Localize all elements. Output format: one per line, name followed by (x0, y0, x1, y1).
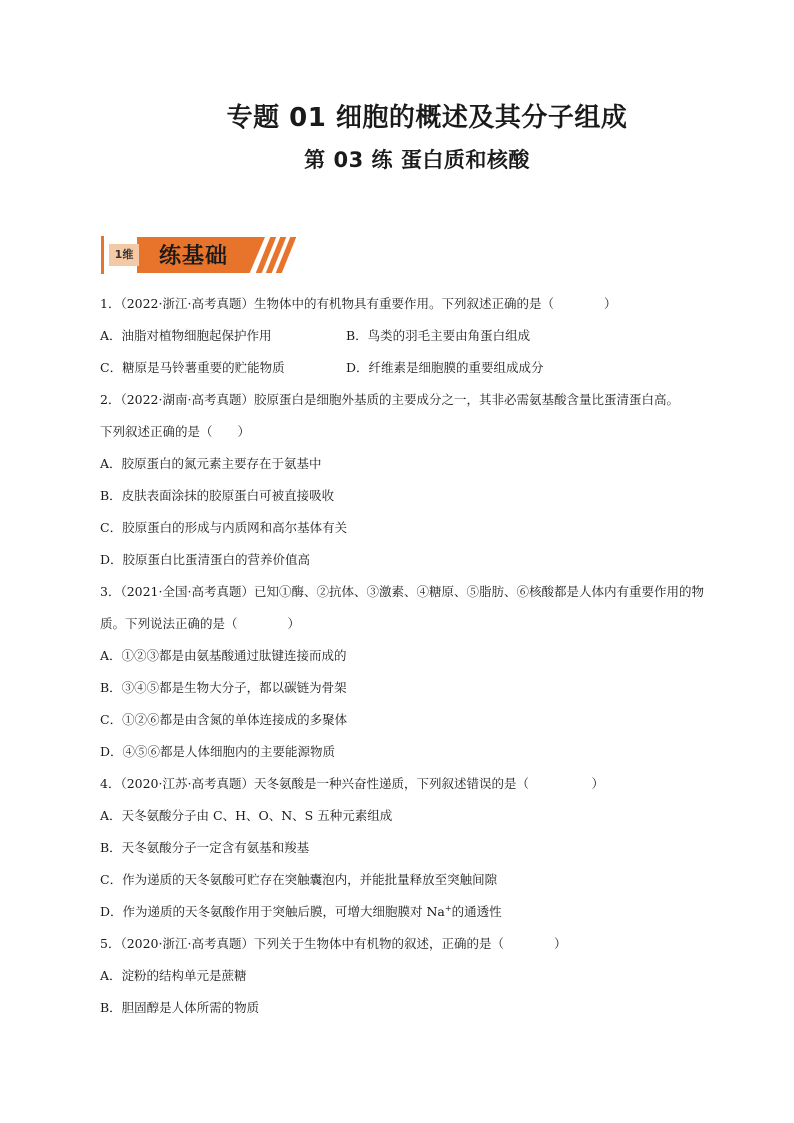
option-a: A．胶原蛋白的氮元素主要存在于氨基中 (100, 456, 322, 471)
option-d: D．④⑤⑥都是人体细胞内的主要能源物质 (100, 744, 336, 759)
option-b: B．胆固醇是人体所需的物质 (100, 1000, 260, 1015)
option-row (100, 320, 740, 352)
option-b: B．天冬氨酸分子一定含有氨基和羧基 (100, 840, 310, 855)
option-a: A．油脂对植物细胞起保护作用 (100, 328, 272, 343)
question-stem: 2．（2022·湖南·高考真题）胶原蛋白是细胞外基质的主要成分之一，其非必需氨基酸含量比蛋清蛋白高。 (100, 392, 679, 407)
option-a: A．天冬氨酸分子由 C、H、O、N、S 五种元素组成 (100, 808, 393, 823)
question-stem: 4．（2020·江苏·高考真题）天冬氨酸是一种兴奋性递质，下列叙述错误的是（ ） (100, 776, 604, 791)
option-row (100, 352, 740, 384)
option-d (100, 896, 740, 928)
option-c: C．作为递质的天冬氨酸可贮存在突触囊泡内，并能批量释放至突触间隙 (100, 872, 498, 887)
section-tag: 1维 (109, 244, 139, 266)
question-stem-continued: 下列叙述正确的是（ ） (100, 424, 251, 439)
option-b: B．③④⑤都是生物大分子，都以碳链为骨架 (100, 680, 347, 695)
page-subtitle: 第 03 练 蛋白质和核酸 (304, 148, 530, 172)
option-b: B．皮肤表面涂抹的胶原蛋白可被直接吸收 (100, 488, 335, 503)
page-title: 专题 01 细胞的概述及其分子组成 (226, 103, 628, 133)
section-banner (101, 234, 291, 274)
option-d: D．纤维素是细胞膜的重要组成成分 (346, 360, 544, 375)
option-c: C．胶原蛋白的形成与内质网和高尔基体有关 (100, 520, 348, 535)
option-a: A．①②③都是由氨基酸通过肽键连接而成的 (100, 648, 347, 663)
option-a: A．淀粉的结构单元是蔗糖 (100, 968, 247, 983)
option-c: C．①②⑥都是由含氮的单体连接成的多聚体 (100, 712, 348, 727)
question-stem: 3．（2021·全国·高考真题）已知①酶、②抗体、③激素、④糖原、⑤脂肪、⑥核酸都是人体内有重要作用的物 (100, 584, 704, 599)
option-d-text: D．作为递质的天冬氨酸作用于突触后膜，可增大细胞膜对 Na (100, 904, 445, 919)
question-list (100, 288, 740, 1024)
option-d-tail: 的通透性 (451, 904, 502, 919)
option-d: D．胶原蛋白比蛋清蛋白的营养价值高 (100, 552, 311, 567)
option-c: C．糖原是马铃薯重要的贮能物质 (100, 360, 285, 375)
banner-accent-bar (101, 236, 104, 274)
question-stem: 1．（2022·浙江·高考真题）生物体中的有机物具有重要作用。下列叙述正确的是（ ） (100, 296, 617, 311)
option-b: B．鸟类的羽毛主要由角蛋白组成 (346, 328, 531, 343)
question-stem-continued: 质。下列说法正确的是（ ） (100, 616, 301, 631)
section-label: 练基础 (159, 244, 229, 269)
superscript-plus: + (444, 903, 452, 913)
question-stem: 5．（2020·浙江·高考真题）下列关于生物体中有机物的叙述，正确的是（ ） (100, 936, 567, 951)
